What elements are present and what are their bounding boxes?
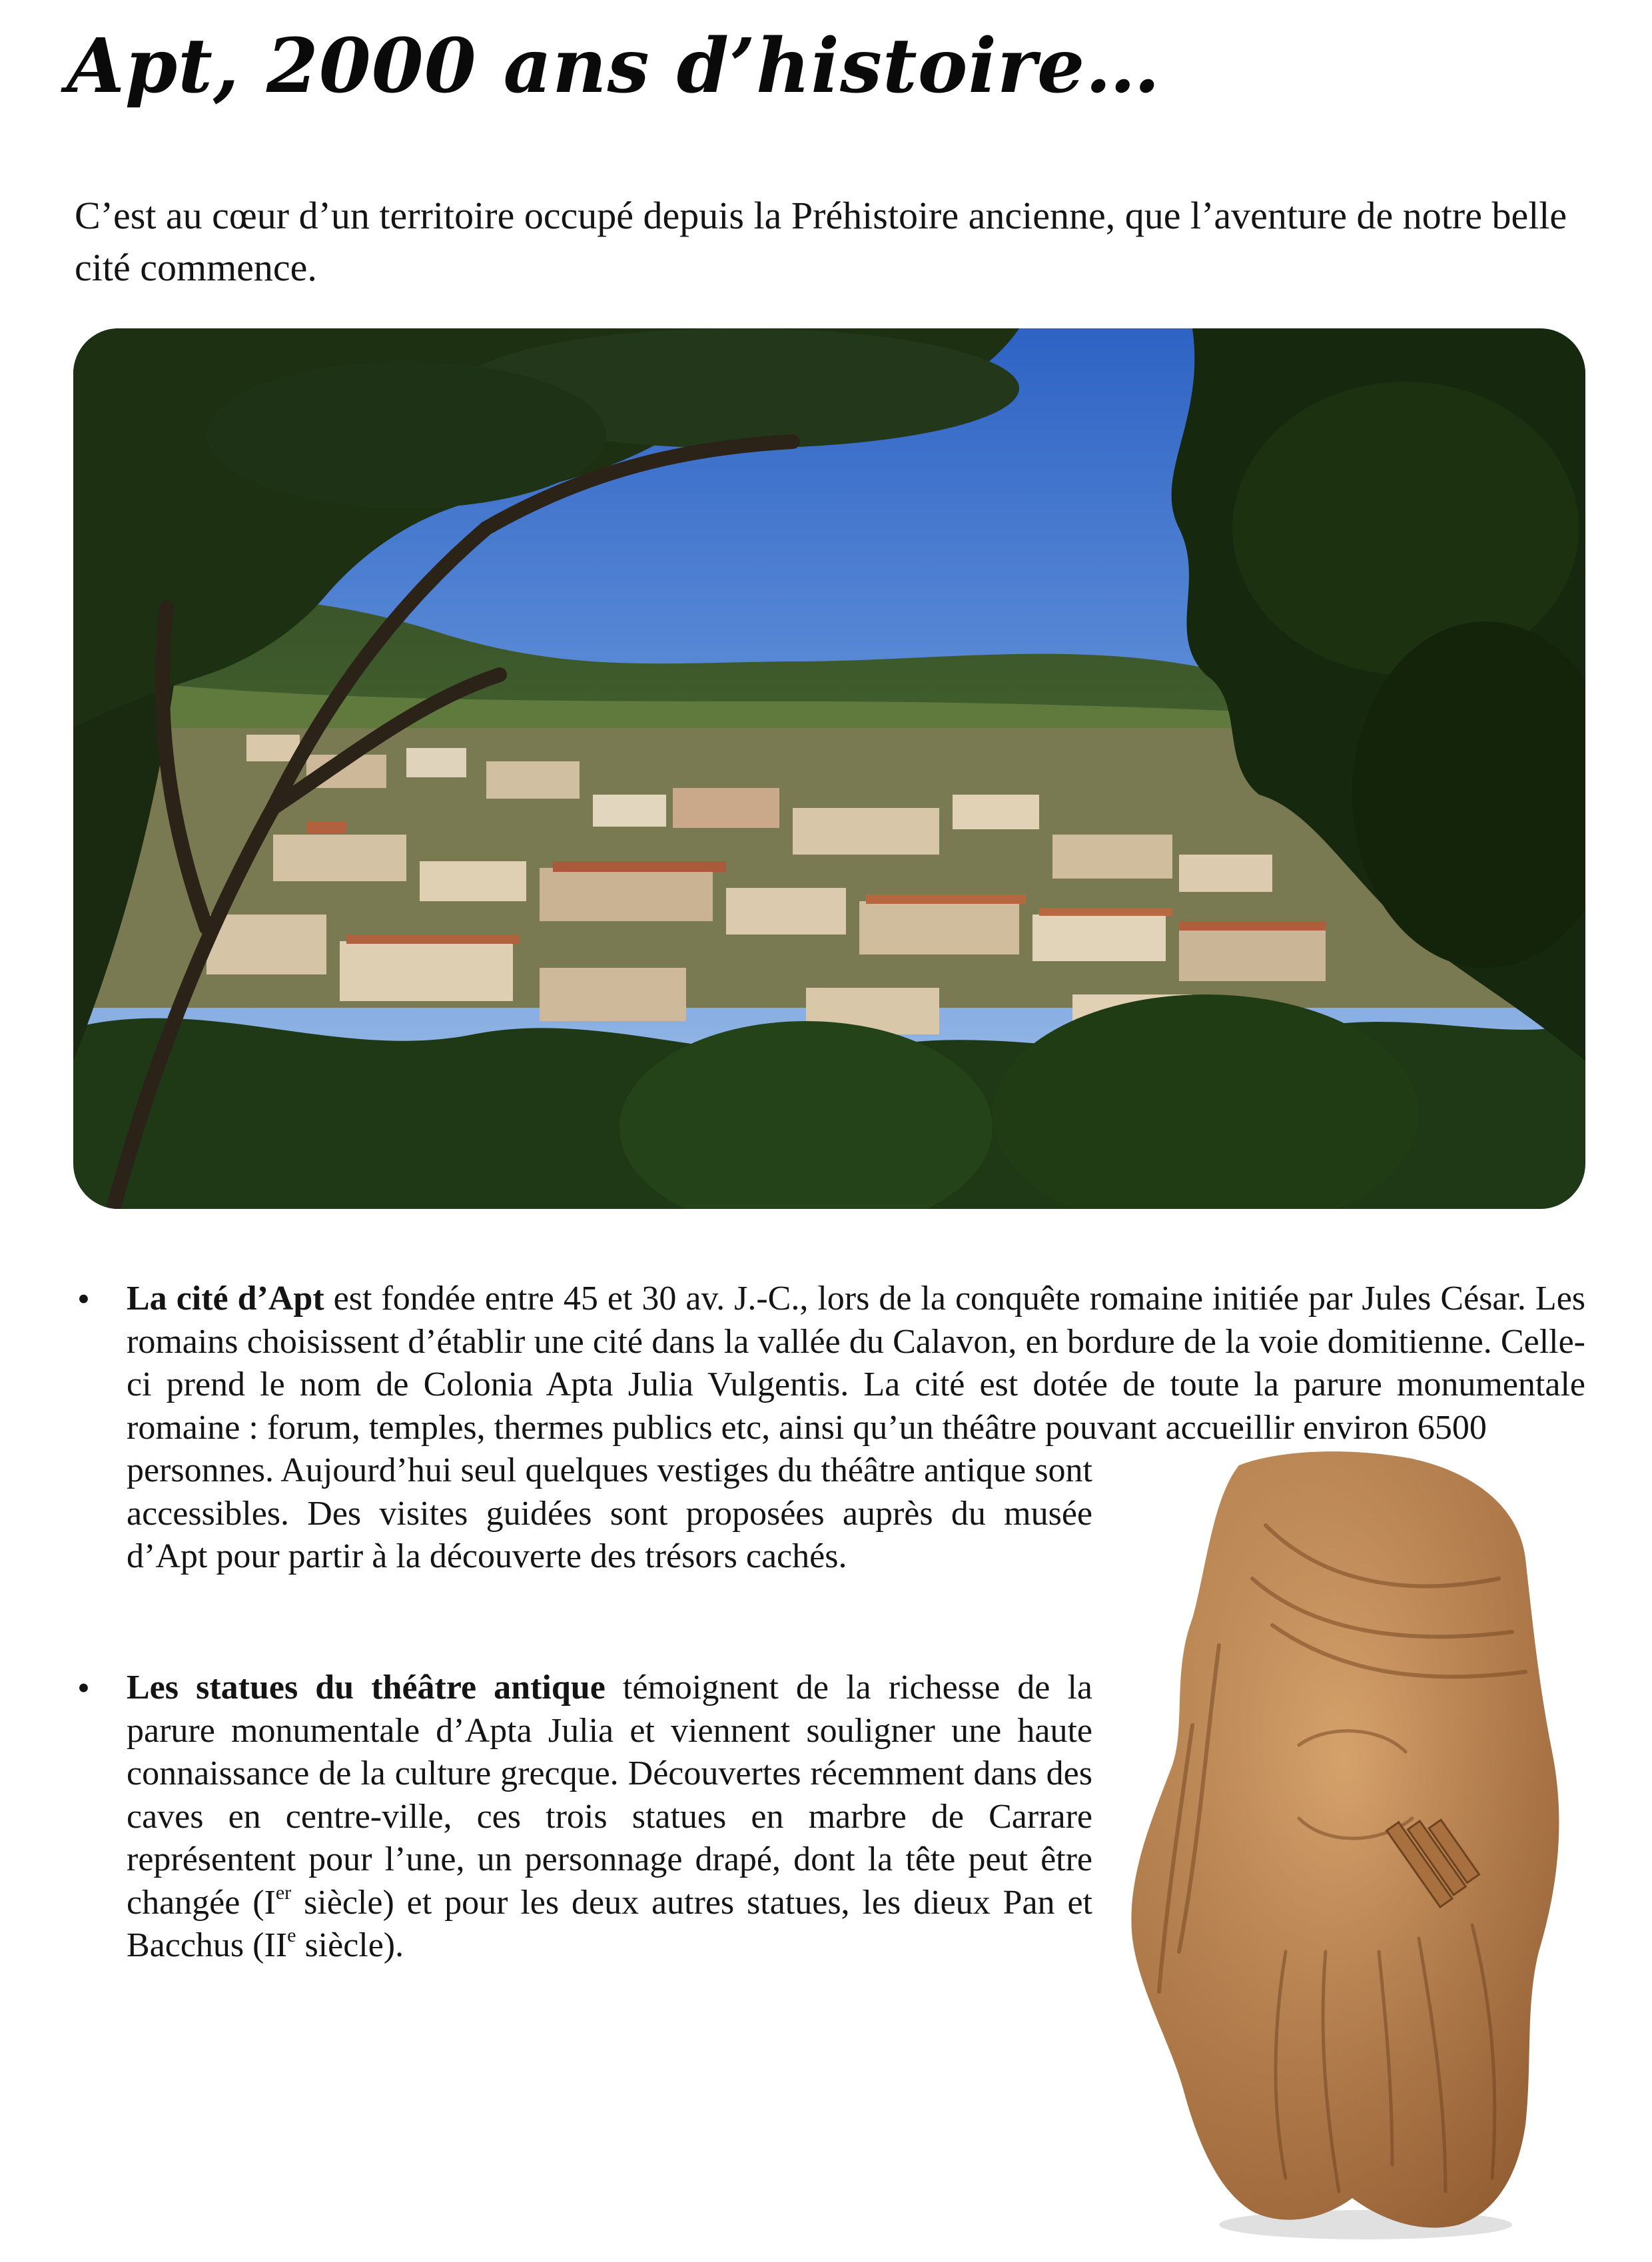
section-statues-text-c: siècle). [296,1926,404,1964]
apt-panorama-photo [73,328,1585,1209]
superscript-er: er [275,1881,292,1904]
section-statues-text-a: témoignent de la richesse de la parure monumentale d’Apta Julia et viennent souligner une haute connaissance de la culture grecque. Découvertes récemment dans des caves en centre-ville, ces trois statues en marbre de Carrare représentent pour l’une, un personnage drapé, dont la tête peut être changée (I [127,1669,1093,1922]
section-cite-apt-continuation: personnes. Aujourd’hui seul quelques vestiges du théâtre antique sont accessibles. Des visites guidées sont proposées auprès du musée d’Apt pour partir à la découverte des trésors cachés. [127,1451,1092,1575]
statue-photo [1099,1445,1592,2245]
section-statues-text-b: siècle) et pour les deux autres statues, les dieux Pan et Bacchus (II [127,1883,1092,1964]
section-statues-paragraph [127,1667,1092,1968]
page-title: Apt, 2000 ans d’histoire… [67,23,1161,110]
bullet-marker: • [77,1668,90,1708]
apt-panorama-illustration [73,328,1585,1209]
section-cite-apt-lead: La cité d’Apt [127,1280,324,1318]
bullet-marker: • [77,1279,90,1319]
superscript-e: e [287,1924,296,1946]
section-cite-apt-paragraph [127,1278,1585,1449]
intro-paragraph: C’est au cœur d’un territoire occupé depuis la Préhistoire ancienne, que l’aventure de notre belle cité commence. [75,194,1567,289]
section-statues-lead: Les statues du théâtre antique [127,1669,606,1706]
section-cite-apt-text: est fondée entre 45 et 30 av. J.-C., lors de la conquête romaine initiée par Jules César. Les romains choisissent d’établir une cité dans la vallée du Calavon, en bordure de la voie domitienne. Celle-ci prend le nom de Colonia Apta Julia Vulgentis. La cité est dotée de toute la parure monumentale romaine : forum, temples, thermes publics etc, ainsi qu’un théâtre pouvant accueillir environ 6500 [127,1280,1586,1447]
marble-statue-illustration [1099,1445,1592,2245]
